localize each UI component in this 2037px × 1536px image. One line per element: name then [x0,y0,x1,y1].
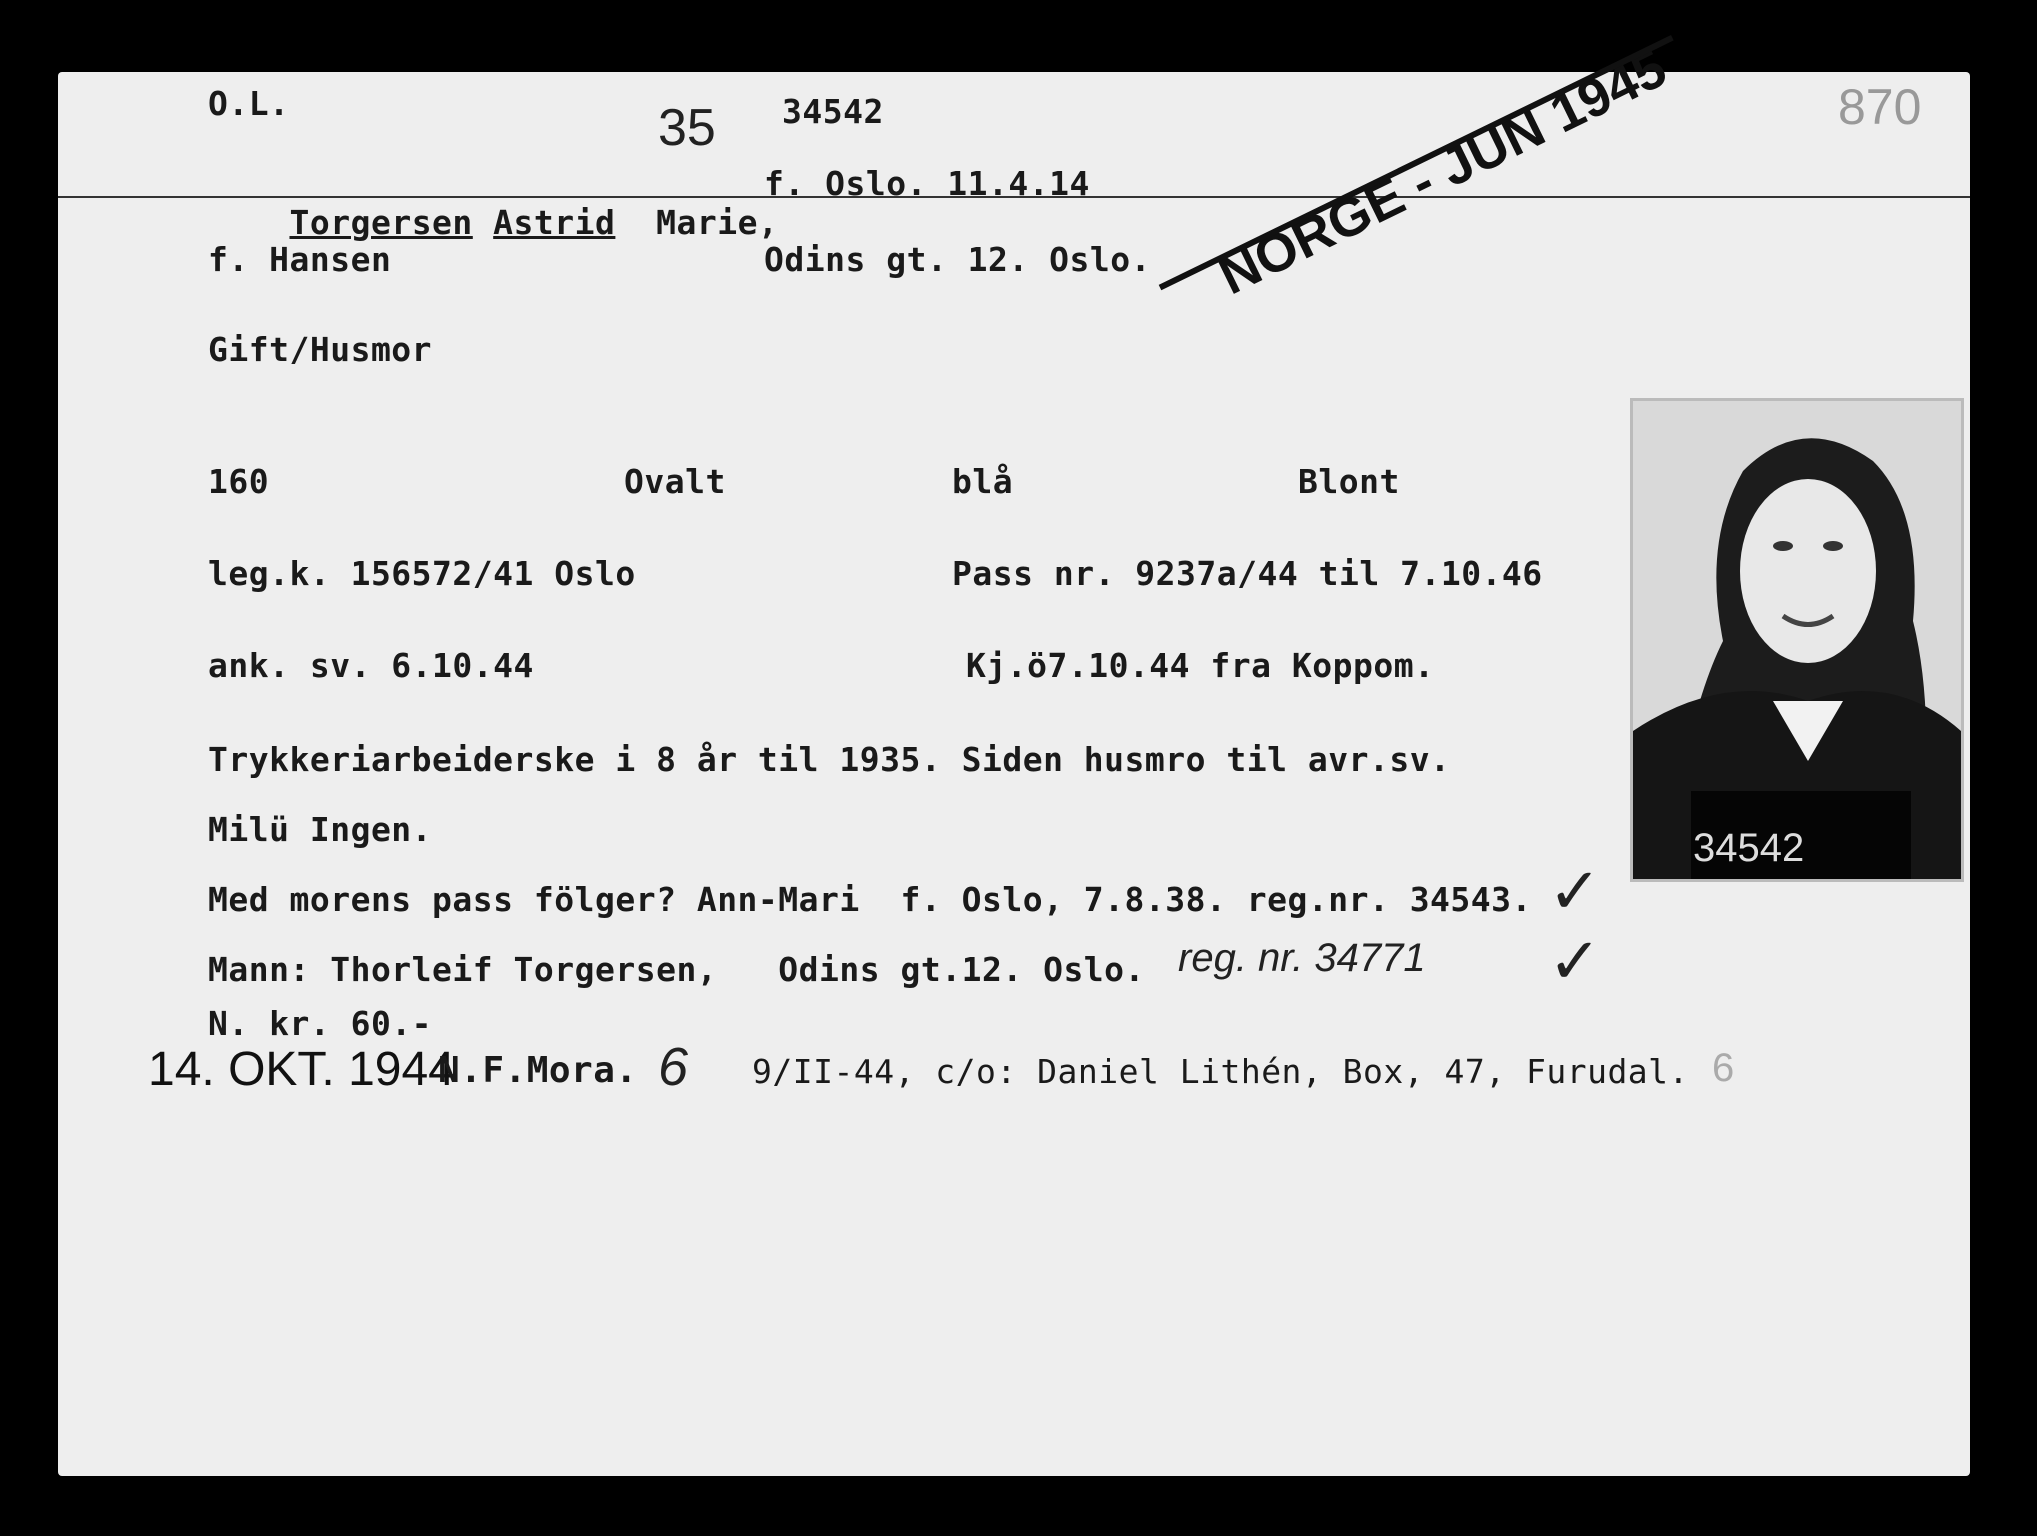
photo-number: 34542 [1693,826,1805,870]
passport: Pass nr. 9237a/44 til 7.10.46 [952,554,1543,593]
birth-info: f. Oslo. 11.4.14 [764,164,1090,203]
header-handwritten: 35 [658,99,716,157]
child-line: Med morens pass fölger? Ann-Mari f. Oslo, 7.8.38. reg.nr. 34543. [208,880,1532,919]
address: Odins gt. 12. Oslo. [764,240,1151,279]
office-handwritten: 6 [658,1037,689,1097]
husband-line: Mann: Thorleif Torgersen, Odins gt.12. Oslo. [208,950,1145,989]
husband-reg-handwritten: reg. nr. 34771 [1178,936,1426,980]
face-shape: Ovalt [624,462,726,501]
eye-color: blå [952,462,1014,501]
corner-mark: 870 [1838,79,1922,135]
check-mark-1: ✓ [1548,855,1602,927]
portrait-photo [1630,398,1964,882]
maiden-name: f. Hansen [208,240,392,279]
portrait-image [1633,401,1961,879]
money: N. kr. 60.- [208,1004,433,1043]
marital-occupation: Gift/Husmor [208,330,433,369]
registration-card [58,37,1970,1476]
office: N.F.Mora. [438,1050,638,1091]
date-stamp: 14. OKT. 1944 [148,1043,455,1096]
norge-stamp: NORGE - JUN 1945 [1128,0,1730,445]
first-name: Astrid [493,203,616,242]
header-code: O.L. [208,84,290,123]
check-mark-2: ✓ [1548,925,1602,997]
hair-color: Blont [1298,462,1400,501]
address-line: 9/II-44, c/o: Daniel Lithén, Box, 47, Furudal. [752,1052,1689,1091]
header-number: 34542 [782,92,884,131]
trailing-handwritten: 6 [1712,1046,1735,1090]
work-history: Trykkeriarbeiderske i 8 år til 1935. Siden husmro til avr.sv. [208,740,1451,779]
arrival-note: Kj.ö7.10.44 fra Koppom. [966,646,1435,685]
military-service: Milü Ingen. [208,810,433,849]
middle-name: Marie, [656,203,779,242]
height: 160 [208,462,270,501]
legitimation: leg.k. 156572/41 Oslo [208,554,636,593]
stamp-underline [1159,35,1674,290]
departure: ank. sv. 6.10.44 [208,646,534,685]
surname: Torgersen [289,203,473,242]
